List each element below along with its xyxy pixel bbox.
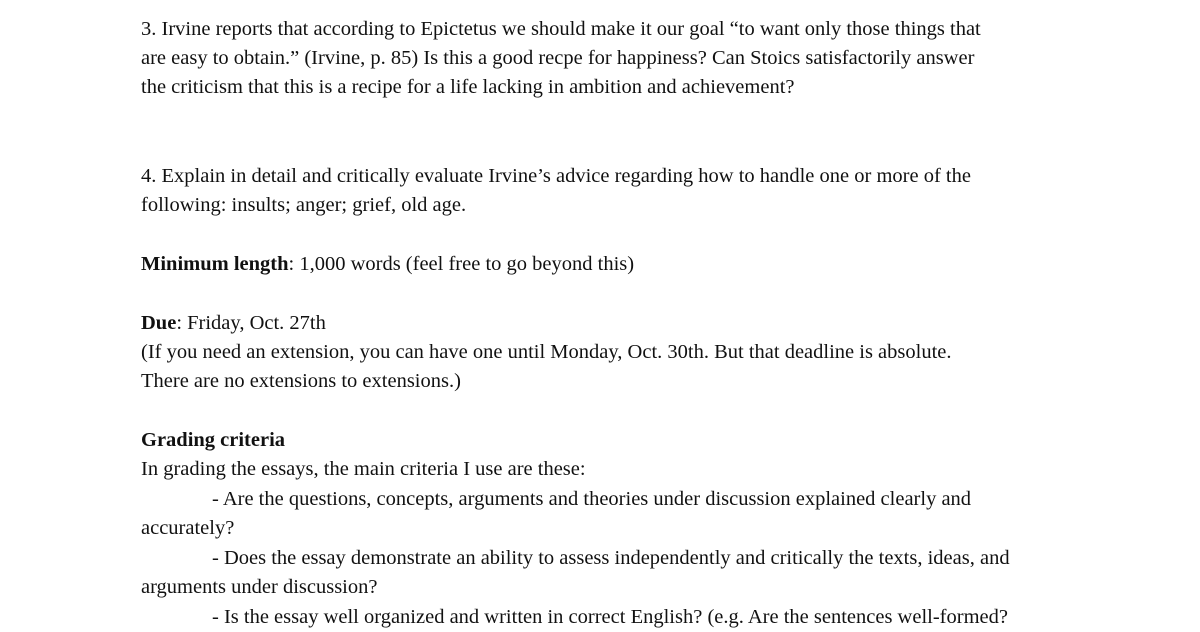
extension-note-line-1: (If you need an extension, you can have one until Monday, Oct. 30th. But that deadline is absolute.: [141, 341, 952, 363]
criterion-1-line-1: - Are the questions, concepts, arguments and theories under discussion explained clearly and: [212, 488, 972, 510]
minimum-length-text: : 1,000 words (feel free to go beyond this): [288, 253, 635, 275]
grading-criteria-heading-text: Grading criteria: [141, 429, 286, 451]
question-4-line-2: following: insults; anger; grief, old age.: [141, 194, 467, 216]
due-line: [141, 309, 326, 338]
question-3-line-2: are easy to obtain.” (Irvine, p. 85) Is this a good recpe for happiness? Can Stoics satisfactorily answer: [141, 47, 975, 69]
criterion-2-line-2: arguments under discussion?: [141, 576, 378, 598]
question-3-line-3: the criticism that this is a recipe for a life lacking in ambition and achievement?: [141, 76, 795, 98]
grading-intro: In grading the essays, the main criteria I use are these:: [141, 458, 586, 480]
criterion-3-line-1: - Is the essay well organized and written in correct English? (e.g. Are the sentences well-formed?: [212, 606, 1008, 628]
due-label: Due: [141, 312, 177, 334]
extension-note-line-2: There are no extensions to extensions.): [141, 370, 461, 392]
criterion-1-line-2: accurately?: [141, 517, 235, 539]
question-4-line-1: 4. Explain in detail and critically evaluate Irvine’s advice regarding how to handle one or more of the: [141, 165, 971, 187]
criterion-2-line-1: - Does the essay demonstrate an ability to assess independently and critically the texts, ideas, and: [212, 547, 1010, 569]
minimum-length-label: Minimum length: [141, 253, 289, 275]
minimum-length-line: [141, 250, 634, 279]
due-text: : Friday, Oct. 27th: [176, 312, 326, 334]
question-3-line-1: 3. Irvine reports that according to Epictetus we should make it our goal “to want only those things that: [141, 18, 981, 40]
grading-criteria-heading: [141, 426, 285, 455]
